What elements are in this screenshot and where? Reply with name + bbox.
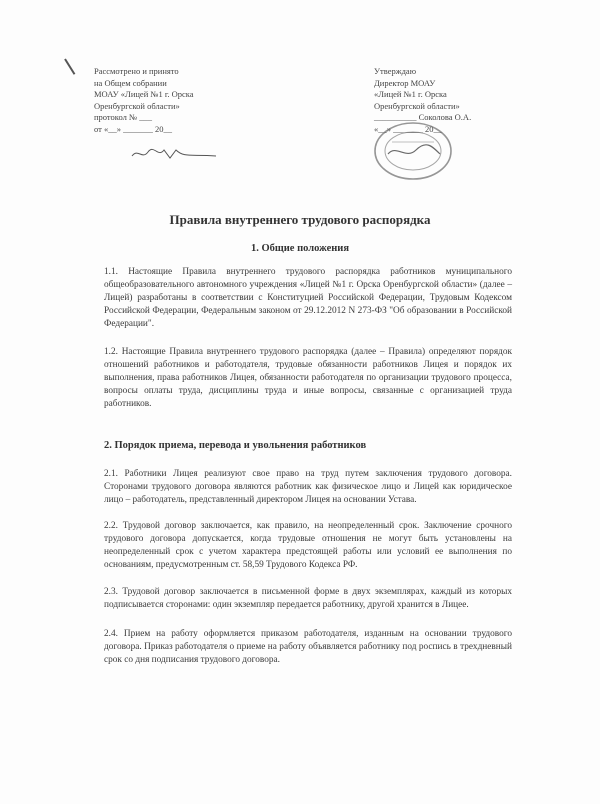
approval-right-line: Оренбургской области»: [374, 100, 460, 111]
paragraph: 1.2. Настоящие Правила внутреннего трудового распорядка (далее – Правила) определяют порядок отношений работников и работодателя, трудовые обязанности работников Лицея и порядок их выполнения, права работников Лицея, обязанности работодателя по организации трудового процесса, вопросы оплаты труда, дисциплины труда и иные вопросы, связанные с организацией труда работников.: [104, 347, 512, 410]
approval-right-line: __________ Соколова О.А.: [374, 112, 472, 122]
pen-mark: [64, 58, 75, 74]
approval-right-line: «__» _______ 20__: [374, 123, 442, 134]
paragraph: 2.2. Трудовой договор заключается, как правило, на неопределенный срок. Заключение срочного трудового договора допускается, когда трудовые отношения не могут быть установлены на неопределенный срок с учетом характера предстоящей работы или условий ее выполнения по основаниям, предусмотренным ст. 58,59 Трудового Кодекса РФ.: [104, 521, 512, 571]
paragraph: 2.4. Прием на работу оформляется приказом работодателя, изданным на основании трудового договора. Приказ работодателя о приеме на работу объявляется работнику под роспись в трехдневный срок со дня подписания трудового договора.: [104, 629, 512, 666]
paragraph: 2.1. Работники Лицея реализуют свое право на труд путем заключения трудового договора. Сторонами трудового договора являются работник как физическое лицо и Лицей как юридическое лицо – работодатель, представленный директором Лицея на основании Устава.: [104, 469, 512, 506]
paragraph: 2.3. Трудовой договор заключается в письменной форме в двух экземплярах, каждый из которых подписывается сторонами: один экземпляр передается работнику, другой хранится в Лицее.: [104, 587, 512, 611]
approval-block-left: [94, 66, 244, 135]
approval-right-line: Директор МОАУ: [374, 77, 436, 88]
section-heading: 2. Порядок приема, перевода и увольнения работников: [104, 440, 367, 451]
approval-left-line: от «__» _______ 20__: [94, 123, 172, 134]
approval-right-line: Утверждаю: [374, 66, 417, 76]
approval-left-line: Рассмотрено и принято: [94, 66, 179, 76]
approval-left-line: на Общем собрании: [94, 77, 167, 88]
paragraph: 1.1. Настоящие Правила внутреннего трудового распорядка работников муниципального общеобразовательного автономного учреждения «Лицей №1 г. Орска Оренбургской области» (далее – Лицей) разработаны в соответствии с Конституцией Российской Федерации, Трудовым Кодексом Российской Федерации, Федеральным законом от 29.12.2012 N 273-ФЗ "Об образовании в Российской Федерации".: [104, 267, 512, 330]
official-stamp: [372, 120, 454, 182]
approval-left-line: протокол № ___: [94, 112, 152, 122]
document-title: Правила внутреннего трудового распорядка: [169, 212, 431, 227]
signature-scribble: [130, 144, 220, 162]
approval-left-line: Оренбургской области»: [94, 100, 180, 111]
section-heading: 1. Общие положения: [250, 243, 350, 254]
approval-left-line: МОАУ «Лицей №1 г. Орска: [94, 89, 194, 99]
approval-right-line: «Лицей №1 г. Орска: [374, 89, 447, 99]
